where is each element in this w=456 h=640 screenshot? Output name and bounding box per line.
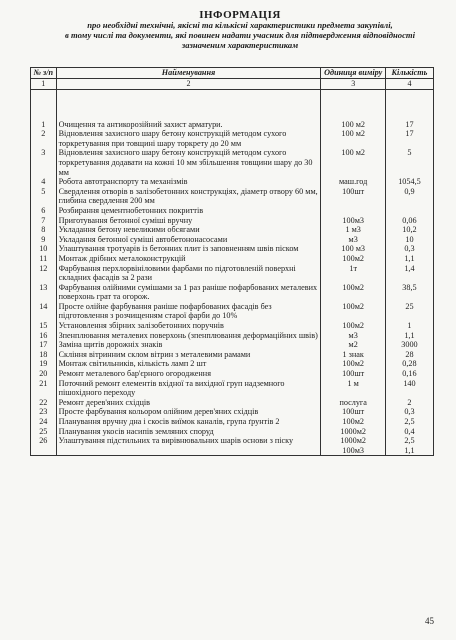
row-unit: 100м3: [321, 216, 385, 226]
row-name: Фарбування олійними сумішами за 1 раз раніше пофарбованих металевих поверхонь грат та огорож.: [56, 283, 321, 302]
row-unit: 100 м2: [321, 129, 385, 148]
document-title: ІНФОРМАЦІЯ: [199, 9, 281, 21]
row-name: Приготування бетонної суміші вручну: [56, 216, 321, 226]
row-number: 18: [31, 350, 57, 360]
table-row: [31, 407, 434, 417]
row-name: Відновлення захисного шару бетону конструкцій методом сухого торкретування при товщині шару торкрету до 20 мм: [56, 129, 321, 148]
row-name: Розбирання цементнобетонних покриттів: [56, 206, 321, 216]
row-unit: 1000м2: [321, 427, 385, 437]
row-quantity: 0,16: [385, 369, 433, 379]
heading-line-1: про необхідні технічні, якісні та кількісні характеристики предмета закупівлі,: [87, 20, 393, 30]
row-number: 21: [31, 379, 57, 398]
row-unit: маш.год: [321, 177, 385, 187]
header-quantity: Кількість: [385, 68, 433, 79]
row-quantity: 0,4: [385, 427, 433, 437]
row-number: [31, 446, 57, 456]
row-quantity: 17: [385, 120, 433, 130]
heading-line-3: зазначеним характеристикам: [181, 40, 299, 50]
row-quantity: 0,06: [385, 216, 433, 226]
column-number: 2: [56, 78, 321, 89]
table-row: [31, 359, 434, 369]
row-quantity: 1,4: [385, 264, 433, 283]
table-row: [31, 235, 434, 245]
row-unit: м2: [321, 340, 385, 350]
row-quantity: 1054,5: [385, 177, 433, 187]
table-spacer-row: [31, 89, 434, 120]
column-number: 4: [385, 78, 433, 89]
table-row: [31, 283, 434, 302]
row-quantity: 1,1: [385, 446, 433, 456]
row-number: 3: [31, 148, 57, 177]
row-quantity: 0,28: [385, 359, 433, 369]
row-name: Улаштування тротуарів із бетонних плит із заповненням швів піском: [56, 244, 321, 254]
row-quantity: 0,9: [385, 187, 433, 206]
row-unit: м3: [321, 331, 385, 341]
column-number-row: [31, 78, 434, 89]
table-row: [31, 436, 434, 446]
row-name: Планування вручну дна і скосів виїмок каналів, група ґрунтів 2: [56, 417, 321, 427]
table-row: [31, 427, 434, 437]
table-row: [31, 321, 434, 331]
row-number: 5: [31, 187, 57, 206]
row-number: 16: [31, 331, 57, 341]
header-name: Найменування: [56, 68, 321, 79]
row-name: Скління вітринним склом вітрин з металевими рамами: [56, 350, 321, 360]
table-row: [31, 302, 434, 321]
table-row: [31, 254, 434, 264]
row-name: Планування укосів насипів земляних споруд: [56, 427, 321, 437]
table-row: [31, 187, 434, 206]
row-quantity: 1,1: [385, 331, 433, 341]
row-unit: послуга: [321, 398, 385, 408]
row-number: 9: [31, 235, 57, 245]
row-unit: 100шт: [321, 187, 385, 206]
row-number: 20: [31, 369, 57, 379]
row-name: Просте олійне фарбування раніше пофарбованих фасадів без підготовлення з розчищенням старої фарби до 10%: [56, 302, 321, 321]
table-row: [31, 216, 434, 226]
row-name: Ремонт дерев'яних східців: [56, 398, 321, 408]
table-header-row: [31, 68, 434, 79]
row-quantity: 2: [385, 398, 433, 408]
column-number: 1: [31, 78, 57, 89]
row-unit: 1 м: [321, 379, 385, 398]
row-number: 4: [31, 177, 57, 187]
table-row: [31, 446, 434, 456]
table-body: [31, 89, 434, 456]
row-quantity: [385, 206, 433, 216]
row-name: Свердлення отворів в залізобетонних конструкціях, діаметр отвору 60 мм, глибина свердлення 200 мм: [56, 187, 321, 206]
row-quantity: 10: [385, 235, 433, 245]
row-number: 14: [31, 302, 57, 321]
row-unit: 100шт: [321, 407, 385, 417]
row-unit: 100м2: [321, 254, 385, 264]
row-quantity: 10,2: [385, 225, 433, 235]
document-heading: [40, 10, 440, 50]
table-row: [31, 148, 434, 177]
row-unit: 100м2: [321, 283, 385, 302]
row-name: Робота автотранспорту та механізмів: [56, 177, 321, 187]
characteristics-table: [30, 67, 434, 456]
row-unit: [321, 206, 385, 216]
row-number: 12: [31, 264, 57, 283]
row-number: 2: [31, 129, 57, 148]
row-quantity: 2,5: [385, 417, 433, 427]
row-unit: 100м2: [321, 321, 385, 331]
row-number: 1: [31, 120, 57, 130]
row-name: Просте фарбування кольором олійним дерев'яних східців: [56, 407, 321, 417]
row-quantity: 140: [385, 379, 433, 398]
row-name: [56, 446, 321, 456]
row-number: 24: [31, 417, 57, 427]
row-number: 25: [31, 427, 57, 437]
row-unit: 100м3: [321, 446, 385, 456]
row-number: 23: [31, 407, 57, 417]
table-row: [31, 244, 434, 254]
table-row: [31, 340, 434, 350]
row-number: 19: [31, 359, 57, 369]
row-number: 11: [31, 254, 57, 264]
row-unit: 1т: [321, 264, 385, 283]
row-number: 22: [31, 398, 57, 408]
row-quantity: 28: [385, 350, 433, 360]
table-row: [31, 417, 434, 427]
row-name: Укладання бетонної суміші автобетононасосами: [56, 235, 321, 245]
row-quantity: 2,5: [385, 436, 433, 446]
table-row: [31, 206, 434, 216]
table-row: [31, 120, 434, 130]
table-row: [31, 331, 434, 341]
row-name: Заміна щитів дорожніх знаків: [56, 340, 321, 350]
row-quantity: 38,5: [385, 283, 433, 302]
row-name: Відновлення захисного шару бетону конструкцій методом сухого торкретування додавати на кожні 10 мм збільшення товщини шару до 30 мм: [56, 148, 321, 177]
row-name: Поточний ремонт елементів вхідної та вихідної груп надземного пішохідного переходу: [56, 379, 321, 398]
row-number: 10: [31, 244, 57, 254]
row-quantity: 0,3: [385, 244, 433, 254]
row-unit: 100 м2: [321, 148, 385, 177]
row-unit: 1 знак: [321, 350, 385, 360]
row-quantity: 0,3: [385, 407, 433, 417]
row-number: 6: [31, 206, 57, 216]
row-name: Фарбування перхлорвініловими фарбами по підготовленій поверхні складних фасадів за 2 рази: [56, 264, 321, 283]
page-number: 45: [425, 616, 434, 626]
heading-line-2: в тому числі та документи, які повинен надати учасник для підтвердження відповідності: [65, 30, 415, 40]
row-unit: 100 м2: [321, 120, 385, 130]
row-name: Зпенплювання металевих поверхонь (зпенплювання деформаційних швів): [56, 331, 321, 341]
table-row: [31, 129, 434, 148]
row-unit: м3: [321, 235, 385, 245]
table-row: [31, 398, 434, 408]
row-number: 13: [31, 283, 57, 302]
row-quantity: 3000: [385, 340, 433, 350]
table-row: [31, 379, 434, 398]
row-number: 17: [31, 340, 57, 350]
row-name: Установлення збірних залізобетонних поручнів: [56, 321, 321, 331]
row-unit: 1 м3: [321, 225, 385, 235]
row-name: Монтаж світильників, кількість ламп 2 шт: [56, 359, 321, 369]
row-name: Улаштування підстильних та вирівнювальних шарів основи з піску: [56, 436, 321, 446]
row-number: 15: [31, 321, 57, 331]
row-quantity: 1: [385, 321, 433, 331]
row-quantity: 25: [385, 302, 433, 321]
row-unit: 100шт: [321, 369, 385, 379]
table-row: [31, 177, 434, 187]
column-number: 3: [321, 78, 385, 89]
table-row: [31, 369, 434, 379]
table-row: [31, 264, 434, 283]
header-number: № з/п: [31, 68, 57, 79]
row-number: 8: [31, 225, 57, 235]
row-unit: 100м2: [321, 417, 385, 427]
row-unit: 100 м3: [321, 244, 385, 254]
row-name: Монтаж дрібних металоконструкцій: [56, 254, 321, 264]
header-unit: Одиниця виміру: [321, 68, 385, 79]
row-name: Укладання бетону невеликими обсягами: [56, 225, 321, 235]
row-number: 7: [31, 216, 57, 226]
table-row: [31, 350, 434, 360]
row-unit: 100м2: [321, 359, 385, 369]
row-unit: 100м2: [321, 302, 385, 321]
row-unit: 1000м2: [321, 436, 385, 446]
row-number: 26: [31, 436, 57, 446]
row-quantity: 5: [385, 148, 433, 177]
row-quantity: 1,1: [385, 254, 433, 264]
row-name: Очищення та антикорозійний захист арматури.: [56, 120, 321, 130]
row-name: Ремонт металевого бар'єрного огородження: [56, 369, 321, 379]
row-quantity: 17: [385, 129, 433, 148]
table-row: [31, 225, 434, 235]
